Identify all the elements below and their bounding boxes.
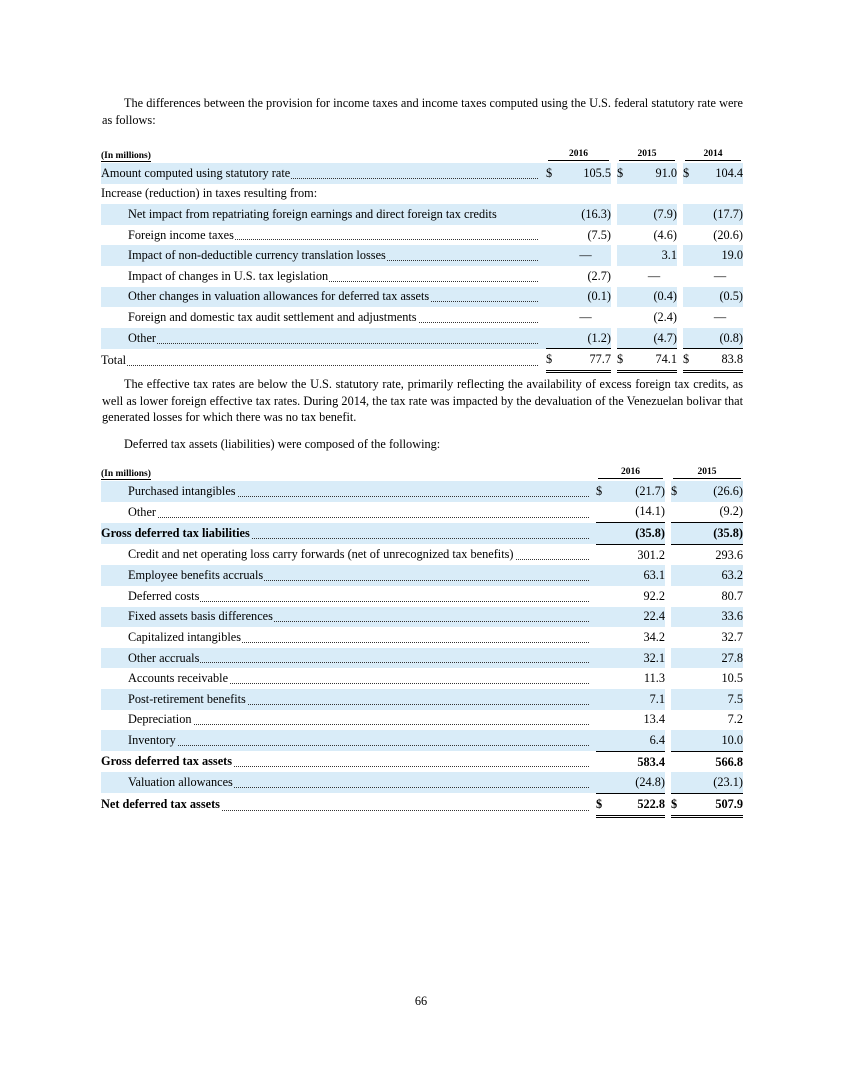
row-label: Other changes in valuation allowances for deferred tax assets	[101, 289, 430, 303]
cell-value: (1.2)	[560, 328, 611, 349]
table-row	[101, 710, 743, 731]
table-row	[101, 627, 743, 648]
row-label: Purchased intangibles	[101, 484, 237, 498]
cell-value: (14.1)	[610, 502, 665, 523]
cell-value: —	[713, 268, 727, 283]
cell-value: (7.5)	[587, 227, 611, 242]
row-label: Accounts receivable	[101, 671, 229, 685]
cell-value: 19.0	[697, 245, 743, 266]
table-row	[101, 689, 743, 710]
cell-value: 7.2	[727, 712, 743, 727]
table-row	[101, 648, 743, 669]
cell-value: 301.2	[637, 547, 665, 562]
cell-value: (16.3)	[560, 204, 611, 225]
cell-value: 10.0	[685, 730, 743, 751]
cell-value: 507.9	[685, 793, 743, 816]
cell-value: 32.7	[721, 629, 743, 644]
page-number: 66	[414, 994, 428, 1008]
total-row: Net deferred tax assets $ 522.8 $ 507.9	[101, 793, 743, 816]
table-row	[101, 328, 743, 349]
units-label: (In millions)	[101, 469, 151, 479]
cell-value: (0.4)	[631, 287, 677, 308]
cell-value: (23.1)	[685, 772, 743, 793]
row-label: Net deferred tax assets	[101, 797, 220, 812]
cell-value: 74.1	[631, 349, 677, 372]
table-row	[101, 565, 743, 586]
cell-value: 566.8	[715, 754, 743, 769]
year-header: 2015	[619, 149, 675, 161]
total-row: Total $ 77.7 $ 74.1 $ 83.8	[101, 349, 743, 372]
intro-paragraph: The differences between the provision for income taxes and income taxes computed using the U.S. federal statutory rate were as follows:	[102, 96, 743, 127]
cell-value: 583.4	[637, 754, 665, 769]
rate-reconciliation-table	[101, 142, 743, 373]
table-row: Amount computed using statutory rate $ 105.5 $ 91.0 $ 104.4	[101, 163, 743, 184]
cell-value: 63.2	[685, 565, 743, 586]
cell-value: 105.5	[560, 163, 611, 184]
row-label: Total	[101, 352, 127, 367]
row-label: Fixed assets basis differences	[101, 609, 274, 623]
cell-value: 3.1	[631, 245, 677, 266]
row-label: Foreign income taxes	[101, 228, 235, 242]
cell-value: (20.6)	[713, 227, 743, 242]
cell-value: 91.0	[631, 163, 677, 184]
row-label: Depreciation	[101, 712, 193, 726]
cell-value: —	[713, 309, 727, 324]
table-row	[101, 668, 743, 689]
table-row	[101, 225, 743, 246]
table-row	[101, 586, 743, 607]
row-label: Gross deferred tax assets	[101, 754, 233, 769]
table-row	[101, 502, 743, 523]
table-row	[101, 266, 743, 287]
cell-value: (2.7)	[587, 268, 611, 283]
table-header-row	[101, 142, 743, 163]
row-label: Other	[101, 505, 157, 519]
cell-value: 6.4	[610, 730, 665, 751]
table-row	[101, 204, 743, 225]
cell-value: —	[647, 268, 661, 283]
subtotal-row	[101, 523, 743, 545]
row-label: Impact of changes in U.S. tax legislation	[101, 269, 329, 283]
table-row	[101, 607, 743, 628]
table-row	[101, 772, 743, 793]
row-label: Deferred costs	[101, 589, 200, 603]
cell-value: —	[560, 245, 611, 266]
cell-value: 32.1	[610, 648, 665, 669]
cell-value: (17.7)	[697, 204, 743, 225]
cell-value: 7.1	[610, 689, 665, 710]
cell-value: —	[579, 309, 592, 324]
row-label: Increase (reduction) in taxes resulting from:	[101, 186, 318, 201]
row-label: Capitalized intangibles	[101, 630, 242, 644]
cell-value: 293.6	[715, 547, 743, 562]
cell-value: 7.5	[685, 689, 743, 710]
table-row	[101, 287, 743, 308]
table-row	[101, 544, 743, 565]
cell-value: (21.7)	[610, 481, 665, 502]
cell-value: 11.3	[643, 671, 665, 686]
row-label: Inventory	[101, 733, 177, 747]
row-label: Net impact from repatriating foreign earnings and direct foreign tax credits	[101, 207, 498, 221]
deferred-intro-paragraph: Deferred tax assets (liabilities) were composed of the following:	[124, 437, 441, 451]
year-header: 2014	[685, 149, 741, 161]
cell-value: 77.7	[560, 349, 611, 372]
cell-value: 13.4	[643, 712, 665, 727]
row-label: Foreign and domestic tax audit settlement and adjustments	[101, 310, 418, 324]
row-label: Valuation allowances	[101, 775, 234, 789]
row-label: Employee benefits accruals	[101, 568, 264, 582]
year-header: 2016	[598, 467, 663, 479]
cell-value: 22.4	[610, 607, 665, 628]
effective-rate-paragraph: The effective tax rates are below the U.S. statutory rate, primarily reflecting the availability of excess foreign tax credits, as well as lower foreign effective tax rates. During 2014, the tax rate was impacted by the devaluation of the Venezuelan bolivar that generated losses for which there was no tax benefit.	[102, 377, 743, 424]
cell-value: (0.5)	[697, 287, 743, 308]
cell-value: (4.7)	[631, 328, 677, 349]
cell-value: 522.8	[610, 793, 665, 816]
table-row	[101, 307, 743, 328]
table-header-row	[101, 460, 743, 481]
subtotal-row	[101, 751, 743, 772]
cell-value: (0.1)	[560, 287, 611, 308]
cell-value: (35.8)	[610, 523, 665, 545]
cell-value: 63.1	[610, 565, 665, 586]
cell-value: 34.2	[643, 629, 665, 644]
cell-value: 33.6	[685, 607, 743, 628]
deferred-tax-table	[101, 460, 743, 818]
cell-value: (9.2)	[685, 502, 743, 523]
cell-value: 80.7	[721, 588, 743, 603]
cell-value: (26.6)	[685, 481, 743, 502]
cell-value: (0.8)	[697, 328, 743, 349]
row-label: Other accruals	[101, 651, 200, 665]
row-label: Credit and net operating loss carry forwards (net of unrecognized tax benefits)	[101, 547, 515, 561]
cell-value: (24.8)	[610, 772, 665, 793]
table-row: Purchased intangibles $ (21.7) $ (26.6)	[101, 481, 743, 502]
row-label: Impact of non-deductible currency translation losses	[101, 248, 387, 262]
year-header: 2015	[673, 467, 741, 479]
year-header: 2016	[548, 149, 609, 161]
cell-value: (7.9)	[631, 204, 677, 225]
units-label: (In millions)	[101, 151, 151, 161]
cell-value: (4.6)	[653, 227, 677, 242]
cell-value: 104.4	[697, 163, 743, 184]
table-row	[101, 184, 743, 205]
cell-value: 10.5	[721, 671, 743, 686]
table-row	[101, 730, 743, 751]
row-label: Post-retirement benefits	[101, 692, 247, 706]
cell-value: 92.2	[643, 588, 665, 603]
row-label: Gross deferred tax liabilities	[101, 525, 250, 540]
row-label: Amount computed using statutory rate	[101, 165, 291, 180]
table-row	[101, 245, 743, 266]
cell-value: (35.8)	[685, 523, 743, 545]
row-label: Other	[101, 331, 157, 345]
cell-value: 83.8	[697, 349, 743, 372]
cell-value: 27.8	[685, 648, 743, 669]
cell-value: (2.4)	[653, 309, 677, 324]
